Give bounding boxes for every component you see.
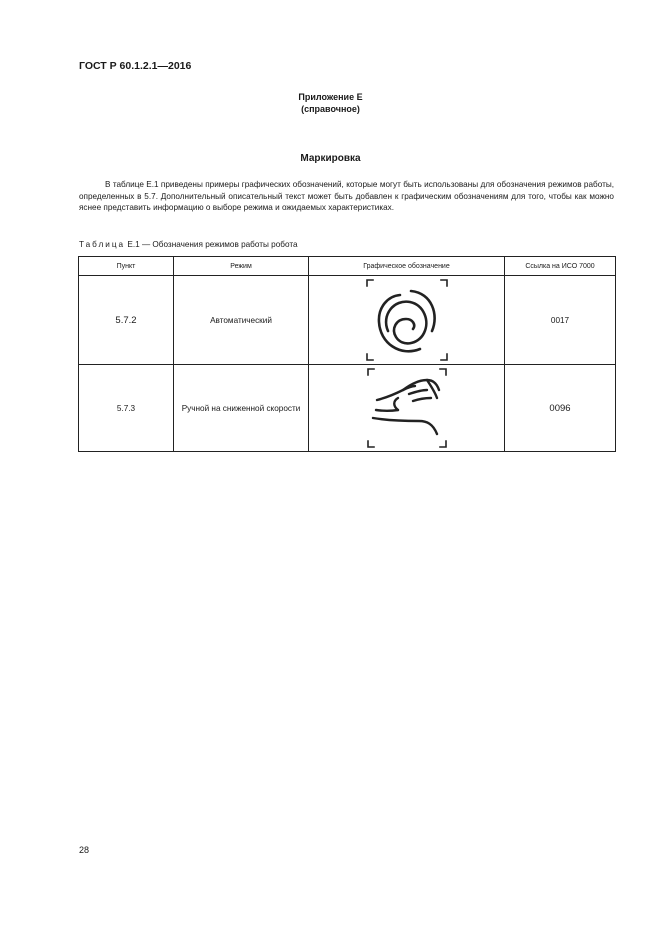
section-title: Маркировка — [300, 153, 361, 164]
table-header-row — [79, 257, 616, 276]
modes-table — [78, 256, 616, 452]
row-mode: Ручной на сниженной скорости — [174, 365, 309, 452]
row-iso-ref: 0017 — [505, 276, 616, 365]
col-header-mode: Режим — [174, 257, 309, 276]
row-mode: Автоматический — [174, 276, 309, 365]
hand-reduced-speed-icon — [367, 368, 447, 448]
annex-title: Приложение Е — [298, 92, 363, 102]
table-row — [79, 276, 616, 365]
document-header: ГОСТ Р 60.1.2.1—2016 — [79, 60, 192, 72]
table-caption-text: Е.1 — Обозначения режимов работы робота — [127, 240, 298, 249]
intro-paragraph: В таблице Е.1 приведены примеры графических обозначений, которые могут быть использованы для обозначения режимов работы, определенных в 5.7. Дополнительный описательный текст может быть добавлен к графическим обозначениям для того, чтобы как можно яснее представить информацию о выборе режима и ожидаемых характеристиках. — [79, 180, 614, 213]
col-header-clause: Пункт — [79, 257, 174, 276]
row-iso-ref: 0096 — [505, 365, 616, 452]
row-clause: 5.7.2 — [79, 276, 174, 365]
table-caption — [79, 240, 298, 249]
row-symbol-cell — [309, 365, 505, 452]
col-header-symbol: Графическое обозначение — [309, 257, 505, 276]
table-row — [79, 365, 616, 452]
annex-subtitle: (справочное) — [301, 104, 360, 114]
row-symbol-cell — [309, 276, 505, 365]
row-clause: 5.7.3 — [79, 365, 174, 452]
col-header-iso: Ссылка на ИСО 7000 — [505, 257, 616, 276]
automatic-mode-icon — [366, 279, 448, 361]
page-number: 28 — [79, 845, 90, 855]
annex-heading — [0, 91, 661, 115]
table-caption-word: Таблица — [79, 240, 126, 249]
